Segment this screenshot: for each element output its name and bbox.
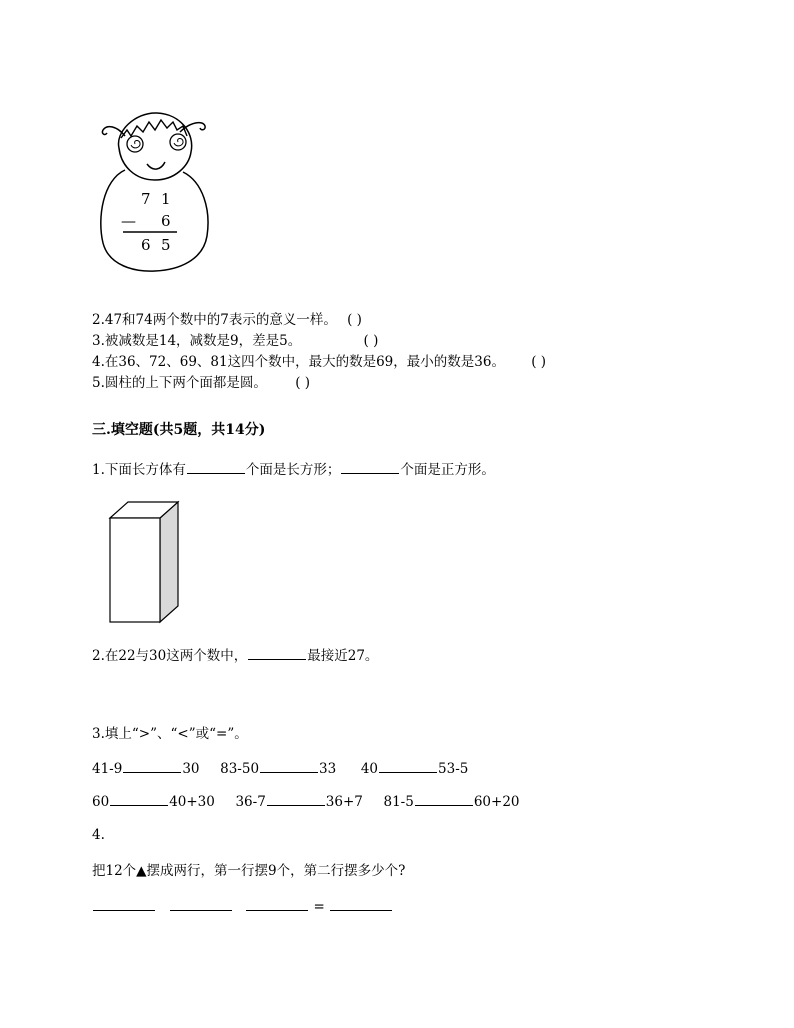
doll-figure	[95, 108, 215, 278]
fill-q4-equation	[92, 898, 393, 916]
fill-q2	[92, 647, 378, 665]
expr-5-left: 36-7	[235, 794, 266, 810]
fill-q2-blank[interactable]	[248, 647, 306, 660]
cuboid-front-face	[110, 518, 160, 622]
doll-head	[118, 113, 191, 180]
compare-blank-4[interactable]	[110, 793, 168, 806]
equation-blank-3[interactable]	[246, 898, 308, 911]
expr-4-left: 60	[92, 794, 110, 810]
compare-row-1	[92, 760, 468, 778]
judge-q3-text: 3.被减数是14，减数是9，差是5。	[92, 333, 302, 349]
judge-q3	[92, 332, 378, 350]
doll-body	[101, 170, 208, 271]
digit-top-2: 1	[161, 190, 171, 208]
fill-q1-text-a: 1.下面长方体有	[92, 462, 186, 478]
cuboid-side-face	[160, 502, 178, 622]
equation-blank-1[interactable]	[93, 898, 155, 911]
judge-q4	[92, 353, 546, 371]
digit-middle: 6	[161, 212, 171, 230]
equation-blank-result[interactable]	[330, 898, 392, 911]
expr-6-left: 81-5	[383, 794, 414, 810]
digit-top-1: 7	[141, 190, 151, 208]
compare-blank-3[interactable]	[379, 760, 437, 773]
expr-3-left: 40	[360, 761, 379, 777]
digit-bottom-2: 5	[161, 236, 171, 254]
expr-5-right: 36+7	[325, 794, 363, 810]
expr-1-right: 30	[182, 761, 200, 777]
expr-6-right: 60+20	[473, 794, 520, 810]
section-title: 三.填空题(共5题，共14分)	[92, 422, 266, 438]
compare-row-2	[92, 793, 520, 811]
expr-1-left: 41-9	[92, 761, 123, 777]
equals-sign: =	[313, 899, 325, 915]
expr-4-right: 40+30	[169, 794, 215, 810]
fill-q1-text-c: 个面是正方形。	[400, 462, 495, 478]
equation-blank-2[interactable]	[170, 898, 232, 911]
expr-2-right: 33	[319, 761, 337, 777]
judge-q4-answer[interactable]: ( )	[531, 354, 547, 370]
compare-blank-6[interactable]	[415, 793, 473, 806]
fill-q1	[92, 461, 495, 479]
judge-q2	[92, 311, 362, 329]
expr-3-right: 53-5	[438, 761, 469, 777]
judge-q5-answer[interactable]: ( )	[295, 375, 311, 391]
fill-q1-text-b: 个面是长方形；	[245, 462, 341, 478]
judge-q2-text: 2.47和74两个数中的7表示的意义一样。	[92, 312, 337, 328]
minus-sign: —	[121, 212, 136, 230]
fill-q2-text-a: 2.在22与30这两个数中，	[92, 648, 248, 664]
fill-q4-number: 4.	[92, 827, 105, 843]
fill-q1-blank-2[interactable]	[341, 461, 399, 474]
judge-q4-text: 4.在36、72、69、81这四个数中，最大的数是69，最小的数是36。	[92, 354, 505, 370]
compare-blank-5[interactable]	[267, 793, 325, 806]
fill-q3-title: 3.填上“>”、“<”或“=”。	[92, 726, 248, 742]
cuboid-figure	[106, 498, 186, 628]
judge-q5	[92, 374, 310, 392]
fill-q1-blank-1[interactable]	[187, 461, 245, 474]
judge-q2-answer[interactable]: ( )	[347, 312, 362, 328]
compare-blank-1[interactable]	[123, 760, 181, 773]
fill-q2-text-b: 最接近27。	[307, 648, 379, 664]
judge-q3-answer[interactable]: ( )	[363, 333, 379, 349]
compare-blank-2[interactable]	[260, 760, 318, 773]
judge-q5-text: 5.圆柱的上下两个面都是圆。	[92, 375, 267, 391]
expr-2-left: 83-50	[220, 761, 260, 777]
fill-q4-text: 把12个▲摆成两行，第一行摆9个，第二行摆多少个?	[92, 863, 406, 879]
doll-mouth	[147, 162, 165, 169]
digit-bottom-1: 6	[141, 236, 151, 254]
